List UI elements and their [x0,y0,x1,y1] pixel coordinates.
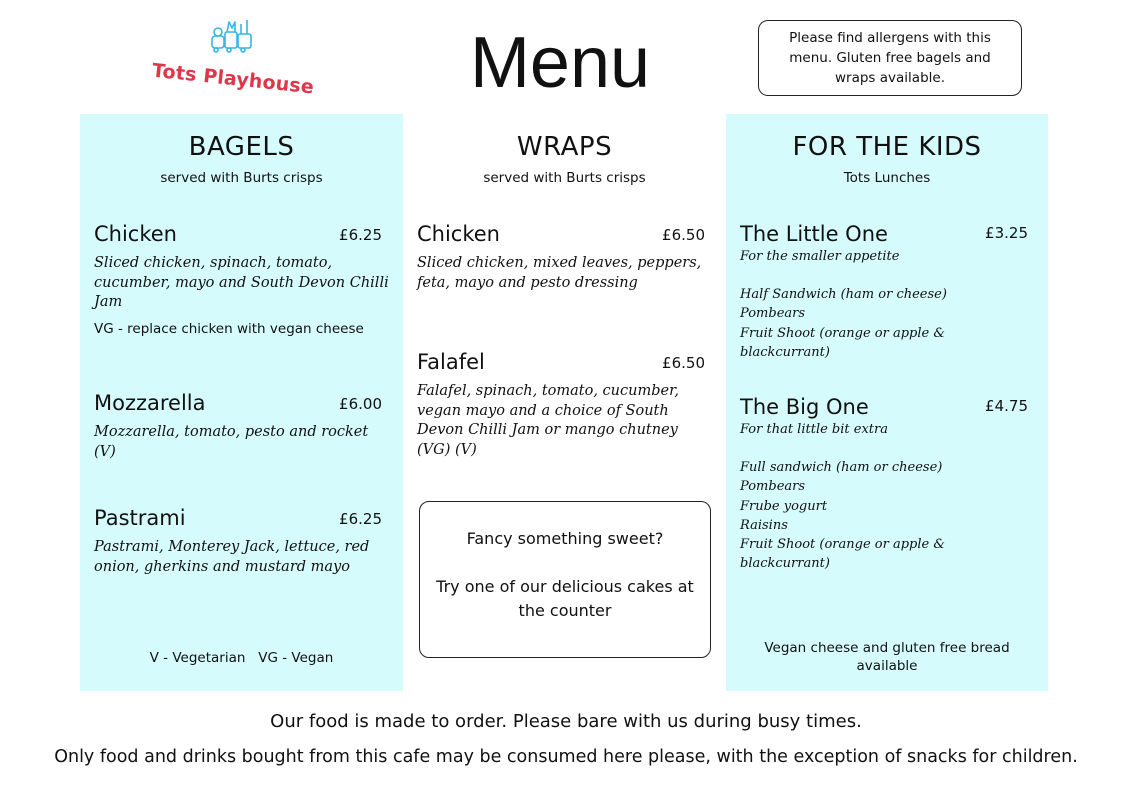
item-description: Sliced chicken, mixed leaves, peppers, feta, mayo and pesto dressing [417,255,702,291]
contents-line: Fruit Shoot (orange or apple & blackcurrant) [740,537,945,572]
contents-line: Half Sandwich (ham or cheese) [740,287,947,302]
item-description: Pastrami, Monterey Jack, lettuce, red onion, gherkins and mustard mayo [94,539,370,575]
menu-item [94,506,390,577]
item-price: £3.25 [985,224,1028,242]
item-name: Chicken [417,222,500,246]
contents-line: Pombears [740,306,806,322]
item-contents [740,458,1036,574]
wraps-subtitle: served with Burts crisps [483,170,646,186]
bagels-subtitle: served with Burts crisps [160,170,323,186]
bagels-title: BAGELS [188,132,295,162]
item-price: £6.50 [662,354,705,372]
wraps-title: WRAPS [516,132,613,162]
menu-item [94,391,390,462]
kids-title: FOR THE KIDS [792,132,982,162]
item-name: Mozzarella [94,391,206,415]
item-description: Sliced chicken, spinach, tomato, cucumber, mayo and South Devon Chilli Jam [94,255,389,310]
sweet-callout-text: Try one of our delicious cakes at the counter [436,577,694,620]
item-name: The Little One [740,222,888,246]
contents-line: Frube yogurt [740,498,828,514]
wraps-column [403,114,726,691]
item-price: £4.75 [985,397,1028,415]
item-description: Falafel, spinach, tomato, cucumber, vegan mayo and a choice of South Devon Chilli Jam or mango chutney (VG) (V) [417,383,680,458]
menu-item [417,222,713,293]
kids-column [726,114,1048,691]
kids-menu-item [740,222,1036,362]
diet-legend: V - Vegetarian VG - Vegan [149,650,334,666]
kids-menu-item [740,395,1036,574]
item-price: £6.25 [339,226,382,244]
kids-dietary-note: Vegan cheese and gluten free bread available [764,640,1010,674]
contents-line: Fruit Shoot (orange or apple & blackcurrant) [740,325,945,360]
brand-name: Tots Playhouse [150,59,316,99]
menu-item [417,350,713,460]
item-contents [740,285,1036,362]
item-description: Mozzarella, tomato, pesto and rocket (V) [94,424,369,460]
item-price: £6.50 [662,226,705,244]
item-name: Pastrami [94,506,186,530]
made-to-order-note: Our food is made to order. Please bare with us during busy times. [270,711,862,732]
kids-subtitle: Tots Lunches [843,170,931,186]
item-name: Chicken [94,222,177,246]
bagels-column [80,114,403,691]
contents-line: Raisins [740,517,788,533]
item-tagline: For the smaller appetite [740,249,900,264]
item-price: £6.25 [339,510,382,528]
playhouse-logo-icon [210,18,254,54]
item-tagline: For that little bit extra [740,422,888,437]
outside-food-policy: Only food and drinks bought from this cafe may be consumed here please, with the exception of snacks for children. [54,747,1078,767]
allergen-notice-text: Please find allergens with this menu. Gluten free bagels and wraps available. [789,30,991,86]
item-note: VG - replace chicken with vegan cheese [94,320,364,337]
sweet-callout [419,501,711,658]
page-title: Menu [469,23,651,103]
contents-line: Full sandwich (ham or cheese) [740,460,943,475]
contents-line: Pombears [740,479,806,495]
item-price: £6.00 [339,395,382,413]
allergen-notice [758,20,1022,96]
menu-item [94,222,390,337]
item-name: Falafel [417,350,485,374]
brand-logo [148,18,318,104]
item-name: The Big One [740,395,869,419]
sweet-callout-heading: Fancy something sweet? [466,529,664,548]
